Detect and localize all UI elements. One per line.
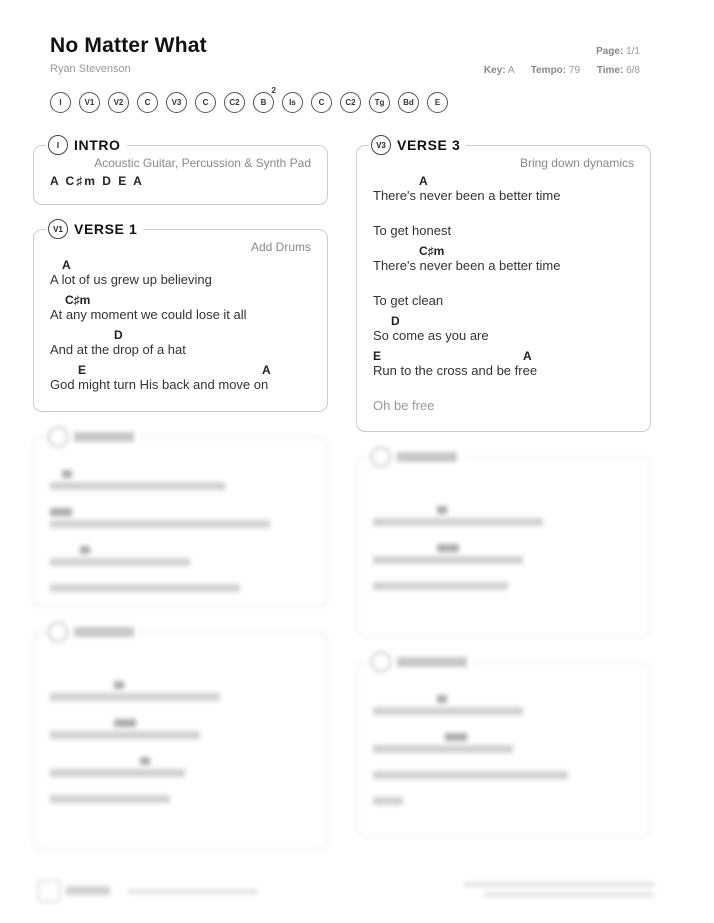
roadmap-item xyxy=(224,92,245,113)
lyric-line xyxy=(373,349,634,384)
chord: C♯m xyxy=(65,293,91,307)
chord: D xyxy=(391,314,400,328)
page-indicator xyxy=(596,46,640,57)
section-icon xyxy=(48,427,68,447)
logo-icon xyxy=(38,880,60,902)
section-title-intro: INTRO xyxy=(74,137,121,153)
page-footer xyxy=(38,880,654,910)
lyric-text: God might turn His back and move on xyxy=(50,377,269,392)
lyric-line xyxy=(50,258,311,293)
time-value: 6/8 xyxy=(626,65,640,76)
section-blurred-right-1 xyxy=(356,457,651,637)
blurred-lines xyxy=(373,695,634,805)
chord: D xyxy=(114,328,123,342)
section-title-placeholder xyxy=(74,432,134,442)
chord: E xyxy=(373,349,382,363)
key-label: Key: xyxy=(483,65,506,76)
song-artist: Ryan Stevenson xyxy=(50,63,131,75)
roadmap-item xyxy=(195,92,216,113)
section-icon xyxy=(371,652,391,672)
lyric-line xyxy=(373,314,634,349)
song-title: No Matter What xyxy=(50,34,207,57)
section-note-verse-1: Add Drums xyxy=(250,240,311,254)
tempo-value: 79 xyxy=(568,65,581,76)
footer-line xyxy=(128,889,258,894)
lyric-line xyxy=(373,279,634,314)
roadmap-item-label: Bd xyxy=(403,98,414,107)
section-verse-1 xyxy=(33,221,328,412)
chord: A xyxy=(262,363,271,377)
key-value: A xyxy=(507,65,514,76)
roadmap-item-label: C xyxy=(144,98,151,107)
roadmap-item-label: C2 xyxy=(345,98,356,107)
lyric-line xyxy=(373,209,634,244)
lyric-line xyxy=(373,174,634,209)
roadmap-item xyxy=(108,92,129,113)
blurred-lines xyxy=(50,681,311,803)
lyric-line xyxy=(373,244,634,279)
section-icon xyxy=(371,447,391,467)
roadmap-item-label: V3 xyxy=(171,98,182,107)
lyric-text: There's never been a better time xyxy=(373,188,561,203)
roadmap-item-label: C xyxy=(202,98,209,107)
page-value: 1/1 xyxy=(626,46,640,57)
lyric-line xyxy=(373,384,634,419)
chord: A xyxy=(419,174,428,188)
roadmap-item xyxy=(166,92,187,113)
roadmap-item xyxy=(427,92,448,113)
roadmap-item-label: C2 xyxy=(229,98,240,107)
roadmap-item-label: V1 xyxy=(84,98,95,107)
section-note-verse-3: Bring down dynamics xyxy=(519,156,634,170)
roadmap-item xyxy=(369,92,390,113)
roadmap-item-label: I xyxy=(59,98,62,107)
section-title-verse-1: VERSE 1 xyxy=(74,221,138,237)
roadmap-item xyxy=(137,92,158,113)
roadmap-item-label: C xyxy=(318,98,325,107)
section-title-placeholder xyxy=(74,627,134,637)
chord: E xyxy=(78,363,87,377)
roadmap-item xyxy=(253,86,276,113)
section-blurred-right-2 xyxy=(356,662,651,837)
lyric-line xyxy=(50,328,311,363)
roadmap-item xyxy=(50,92,71,113)
section-note-intro: Acoustic Guitar, Percussion & Synth Pad xyxy=(94,156,311,170)
roadmap-item-label: E xyxy=(434,98,441,107)
lyric-line xyxy=(50,293,311,328)
logo-wordmark xyxy=(66,886,110,895)
footer-copyright-line xyxy=(484,892,654,897)
blurred-lines xyxy=(50,470,311,592)
section-title-placeholder xyxy=(397,657,467,667)
lyric-text: Run to the cross and be free xyxy=(373,363,538,378)
chord: A xyxy=(62,258,71,272)
section-icon xyxy=(48,622,68,642)
roadmap-item xyxy=(398,92,419,113)
roadmap-item xyxy=(311,92,332,113)
lyric-text: A lot of us grew up believing xyxy=(50,272,212,287)
section-icon-intro: I xyxy=(48,135,68,155)
page-label: Page: xyxy=(596,46,624,57)
section-blurred-left-2 xyxy=(33,632,328,850)
lyric-line xyxy=(50,363,311,398)
section-icon-verse-1: V1 xyxy=(48,219,68,239)
blurred-lines xyxy=(373,506,634,590)
footer-copyright-line xyxy=(464,882,654,887)
lyric-text: And at the drop of a hat xyxy=(50,342,186,357)
lyric-text: So come as you are xyxy=(373,328,489,343)
song-header xyxy=(50,34,207,75)
lyric-text: Oh be free xyxy=(373,398,435,413)
lyric-text: To get clean xyxy=(373,293,444,308)
section-title-placeholder xyxy=(397,452,457,462)
time-label: Time: xyxy=(596,65,624,76)
roadmap-item-label: V2 xyxy=(113,98,124,107)
section-blurred-left-1 xyxy=(33,437,328,607)
lyric-text: To get honest xyxy=(373,223,452,238)
song-roadmap xyxy=(50,86,448,113)
roadmap-item xyxy=(340,92,361,113)
roadmap-repeat-count: 2 xyxy=(271,86,276,95)
section-verse-3 xyxy=(356,137,651,432)
tempo-label: Tempo: xyxy=(530,65,567,76)
section-intro xyxy=(33,137,328,205)
roadmap-item xyxy=(79,92,100,113)
roadmap-item-label: Tg xyxy=(374,98,385,107)
lyric-text: At any moment we could lose it all xyxy=(50,307,247,322)
lyric-text: There's never been a better time xyxy=(373,258,561,273)
roadmap-item-label: B xyxy=(260,98,267,107)
roadmap-item xyxy=(282,92,303,113)
chord: A xyxy=(523,349,532,363)
chord: C♯m xyxy=(419,244,445,258)
roadmap-item-label: Is xyxy=(289,98,296,107)
song-meta xyxy=(470,65,640,76)
section-title-verse-3: VERSE 3 xyxy=(397,137,461,153)
section-icon-verse-3: V3 xyxy=(371,135,391,155)
intro-chords: A C♯m D E A xyxy=(50,174,144,188)
